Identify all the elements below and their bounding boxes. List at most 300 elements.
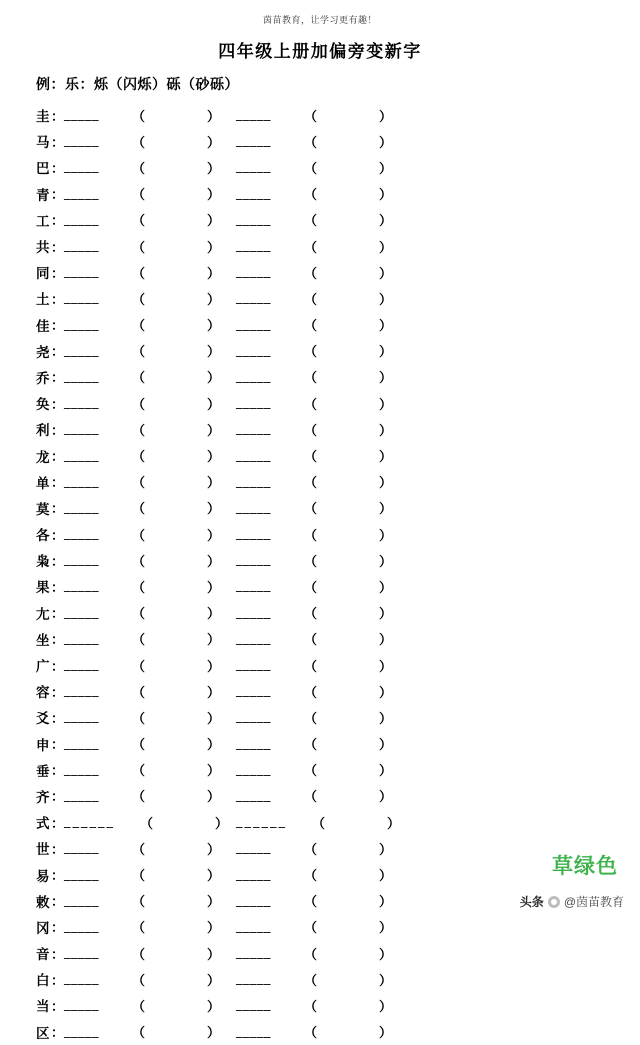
answer-blank-line[interactable]: _____ bbox=[236, 133, 271, 149]
answer-slot[interactable] bbox=[236, 760, 408, 779]
answer-blank-line[interactable]: ______ bbox=[64, 814, 115, 830]
paren-close: ） bbox=[207, 108, 221, 124]
row-character: 工 bbox=[36, 213, 50, 229]
worksheet-row bbox=[36, 731, 640, 757]
row-character: 敕 bbox=[36, 894, 50, 910]
answer-blank-line[interactable]: _____ bbox=[64, 447, 99, 463]
answer-blank-line[interactable]: _____ bbox=[64, 709, 99, 725]
answer-blank-line[interactable]: _____ bbox=[236, 473, 271, 489]
answer-blank-line[interactable]: _____ bbox=[64, 159, 99, 175]
answer-slot[interactable] bbox=[236, 917, 408, 936]
worksheet-row bbox=[36, 835, 640, 861]
worksheet-row bbox=[36, 469, 640, 495]
answer-blank-line[interactable]: _____ bbox=[64, 342, 99, 358]
answer-slot[interactable] bbox=[236, 158, 408, 177]
row-character: 垂 bbox=[36, 763, 50, 779]
row-colon: ： bbox=[51, 108, 65, 124]
answer-slot[interactable] bbox=[236, 341, 408, 360]
row-character: 同 bbox=[36, 266, 50, 282]
paren-close: ） bbox=[379, 737, 393, 753]
answer-slot[interactable] bbox=[64, 525, 236, 544]
answer-slot[interactable] bbox=[64, 158, 236, 177]
footer-platform: 头条 bbox=[519, 895, 544, 909]
answer-blank-line[interactable]: _____ bbox=[64, 918, 99, 934]
paren-close: ） bbox=[379, 475, 393, 491]
row-colon: ： bbox=[51, 396, 65, 412]
answer-blank-line[interactable]: _____ bbox=[236, 499, 271, 515]
answer-blank-line[interactable]: _____ bbox=[64, 761, 99, 777]
paren-close: ） bbox=[379, 606, 393, 622]
answer-blank-line[interactable]: _____ bbox=[64, 657, 99, 673]
worksheet-row bbox=[36, 966, 640, 992]
paren-close: ） bbox=[379, 710, 393, 726]
answer-slot[interactable] bbox=[236, 106, 408, 125]
answer-blank-line[interactable]: _____ bbox=[64, 133, 99, 149]
paren-open: （ bbox=[304, 134, 318, 150]
paren-close: ） bbox=[207, 501, 221, 517]
paren-close: ） bbox=[379, 684, 393, 700]
answer-slot[interactable] bbox=[64, 106, 236, 125]
paren-open: （ bbox=[304, 422, 318, 438]
paren-open: （ bbox=[304, 344, 318, 360]
answer-blank-line[interactable]: _____ bbox=[236, 421, 271, 437]
answer-slot[interactable] bbox=[236, 132, 408, 151]
answer-blank-line[interactable]: _____ bbox=[236, 630, 271, 646]
paren-open: （ bbox=[132, 239, 146, 255]
paren-open: （ bbox=[304, 187, 318, 203]
answer-slot[interactable] bbox=[64, 394, 236, 413]
row-character: 当 bbox=[36, 999, 50, 1015]
paren-open: （ bbox=[132, 501, 146, 517]
paren-close: ） bbox=[207, 946, 221, 962]
answer-blank-line[interactable]: _____ bbox=[236, 107, 271, 123]
row-character: 式 bbox=[36, 816, 50, 832]
worksheet-row bbox=[36, 809, 640, 835]
worksheet-row bbox=[36, 128, 640, 154]
answer-slot[interactable] bbox=[64, 917, 236, 936]
paren-close: ） bbox=[379, 449, 393, 465]
paren-open: （ bbox=[132, 213, 146, 229]
answer-blank-line[interactable]: _____ bbox=[236, 238, 271, 254]
paren-close: ） bbox=[379, 920, 393, 936]
answer-blank-line[interactable]: _____ bbox=[236, 945, 271, 961]
paren-close: ） bbox=[207, 291, 221, 307]
answer-slot[interactable] bbox=[236, 210, 408, 229]
row-colon: ： bbox=[51, 946, 65, 962]
row-character: 马 bbox=[36, 135, 50, 151]
row-colon: ： bbox=[51, 998, 65, 1014]
answer-slot[interactable] bbox=[236, 813, 408, 832]
paren-close: ） bbox=[207, 1025, 221, 1041]
paren-open: （ bbox=[132, 291, 146, 307]
row-character: 世 bbox=[36, 842, 50, 858]
answer-slot[interactable] bbox=[64, 446, 236, 465]
worksheet-row bbox=[36, 992, 640, 1018]
answer-slot[interactable] bbox=[236, 237, 408, 256]
paren-close: ） bbox=[207, 422, 221, 438]
answer-slot[interactable] bbox=[236, 472, 408, 491]
answer-blank-line[interactable]: _____ bbox=[64, 185, 99, 201]
answer-blank-line[interactable]: _____ bbox=[236, 159, 271, 175]
worksheet-row bbox=[36, 652, 640, 678]
row-colon: ： bbox=[51, 527, 65, 543]
answer-slot[interactable] bbox=[64, 1022, 236, 1041]
paren-open: （ bbox=[132, 763, 146, 779]
answer-blank-line[interactable]: _____ bbox=[64, 735, 99, 751]
answer-blank-line[interactable]: _____ bbox=[64, 787, 99, 803]
answer-blank-line[interactable]: _____ bbox=[64, 107, 99, 123]
paren-open: （ bbox=[304, 108, 318, 124]
answer-slot[interactable] bbox=[236, 263, 408, 282]
answer-slot[interactable] bbox=[64, 184, 236, 203]
worksheet-row bbox=[36, 1019, 640, 1045]
answer-slot[interactable] bbox=[64, 996, 236, 1015]
row-character: 枭 bbox=[36, 554, 50, 570]
row-character: 容 bbox=[36, 685, 50, 701]
paren-open: （ bbox=[304, 213, 318, 229]
paren-close: ） bbox=[379, 946, 393, 962]
answer-slot[interactable] bbox=[236, 734, 408, 753]
paren-close: ） bbox=[379, 422, 393, 438]
example-line: 例：乐：烁（闪烁）砾（砂砾） bbox=[36, 78, 239, 93]
worksheet-row bbox=[36, 547, 640, 573]
paren-open: （ bbox=[132, 370, 146, 386]
paren-open: （ bbox=[304, 658, 318, 674]
row-character: 圭 bbox=[36, 109, 50, 125]
paren-close: ） bbox=[207, 710, 221, 726]
paren-close: ） bbox=[207, 606, 221, 622]
answer-slot[interactable] bbox=[64, 944, 236, 963]
row-colon: ： bbox=[51, 658, 65, 674]
paren-close: ） bbox=[207, 449, 221, 465]
answer-blank-line[interactable]: _____ bbox=[64, 421, 99, 437]
answer-blank-line[interactable]: _____ bbox=[64, 892, 99, 908]
paren-close: ） bbox=[207, 134, 221, 150]
paren-open: （ bbox=[132, 998, 146, 1014]
row-colon: ： bbox=[51, 475, 65, 491]
paren-close: ） bbox=[379, 187, 393, 203]
answer-slot[interactable] bbox=[236, 498, 408, 517]
answer-blank-line[interactable]: _____ bbox=[236, 866, 271, 882]
row-colon: ： bbox=[51, 684, 65, 700]
paren-close: ） bbox=[207, 632, 221, 648]
answer-slot[interactable] bbox=[236, 682, 408, 701]
paren-close: ） bbox=[379, 160, 393, 176]
paren-open: （ bbox=[132, 868, 146, 884]
answer-slot[interactable] bbox=[236, 865, 408, 884]
answer-slot[interactable] bbox=[236, 525, 408, 544]
answer-blank-line[interactable]: _____ bbox=[64, 526, 99, 542]
answer-blank-line[interactable]: _____ bbox=[236, 787, 271, 803]
paren-close: ） bbox=[387, 815, 401, 831]
row-character: 莫 bbox=[36, 501, 50, 517]
paren-close: ） bbox=[215, 815, 229, 831]
answer-blank-line[interactable]: _____ bbox=[64, 499, 99, 515]
row-colon: ： bbox=[51, 579, 65, 595]
paren-close: ） bbox=[207, 972, 221, 988]
paren-open: （ bbox=[132, 108, 146, 124]
answer-blank-line[interactable]: _____ bbox=[236, 735, 271, 751]
answer-blank-line[interactable]: _____ bbox=[64, 473, 99, 489]
answer-blank-line[interactable]: _____ bbox=[236, 761, 271, 777]
answer-slot[interactable] bbox=[236, 629, 408, 648]
paren-open: （ bbox=[304, 841, 318, 857]
answer-slot[interactable] bbox=[64, 237, 236, 256]
answer-blank-line[interactable]: _____ bbox=[236, 578, 271, 594]
worksheet-row bbox=[36, 154, 640, 180]
watermark-text: 草绿色 bbox=[552, 855, 618, 878]
paren-open: （ bbox=[132, 265, 146, 281]
footer-account: @茵苗教育 bbox=[563, 895, 624, 909]
answer-slot[interactable] bbox=[236, 367, 408, 386]
answer-slot[interactable] bbox=[64, 656, 236, 675]
paren-open: （ bbox=[304, 239, 318, 255]
row-character: 奂 bbox=[36, 397, 50, 413]
answer-slot[interactable] bbox=[236, 891, 408, 910]
paren-open: （ bbox=[304, 527, 318, 543]
answer-blank-line[interactable]: _____ bbox=[236, 290, 271, 306]
row-colon: ： bbox=[51, 318, 65, 334]
answer-slot[interactable] bbox=[236, 656, 408, 675]
row-colon: ： bbox=[51, 160, 65, 176]
paren-close: ） bbox=[379, 1025, 393, 1041]
answer-blank-line[interactable]: _____ bbox=[64, 264, 99, 280]
answer-blank-line[interactable]: _____ bbox=[236, 840, 271, 856]
answer-blank-line[interactable]: _____ bbox=[64, 840, 99, 856]
row-colon: ： bbox=[51, 815, 65, 831]
answer-slot[interactable] bbox=[64, 839, 236, 858]
answer-slot[interactable] bbox=[64, 210, 236, 229]
paren-open: （ bbox=[304, 449, 318, 465]
answer-blank-line[interactable]: _____ bbox=[64, 945, 99, 961]
answer-blank-line[interactable]: _____ bbox=[236, 368, 271, 384]
paren-close: ） bbox=[379, 579, 393, 595]
answer-blank-line[interactable]: _____ bbox=[236, 683, 271, 699]
answer-blank-line[interactable]: _____ bbox=[64, 997, 99, 1013]
answer-slot[interactable] bbox=[64, 577, 236, 596]
answer-slot[interactable] bbox=[64, 263, 236, 282]
paren-close: ） bbox=[207, 894, 221, 910]
paren-close: ） bbox=[207, 396, 221, 412]
paren-close: ） bbox=[207, 187, 221, 203]
answer-slot[interactable] bbox=[64, 367, 236, 386]
paren-close: ） bbox=[207, 553, 221, 569]
answer-blank-line[interactable]: _____ bbox=[64, 1023, 99, 1039]
answer-blank-line[interactable]: _____ bbox=[236, 342, 271, 358]
answer-slot[interactable] bbox=[236, 315, 408, 334]
answer-slot[interactable] bbox=[236, 839, 408, 858]
answer-slot[interactable] bbox=[64, 132, 236, 151]
answer-slot[interactable] bbox=[236, 944, 408, 963]
answer-slot[interactable] bbox=[64, 551, 236, 570]
row-character: 坐 bbox=[36, 632, 50, 648]
answer-slot[interactable] bbox=[236, 289, 408, 308]
answer-slot[interactable] bbox=[64, 420, 236, 439]
answer-slot[interactable] bbox=[236, 420, 408, 439]
paren-close: ） bbox=[379, 632, 393, 648]
paren-close: ） bbox=[207, 239, 221, 255]
answer-slot[interactable] bbox=[64, 760, 236, 779]
answer-blank-line[interactable]: _____ bbox=[236, 918, 271, 934]
answer-slot[interactable] bbox=[64, 472, 236, 491]
answer-slot[interactable] bbox=[236, 551, 408, 570]
paren-open: （ bbox=[132, 396, 146, 412]
answer-slot[interactable] bbox=[64, 708, 236, 727]
row-colon: ： bbox=[51, 291, 65, 307]
answer-blank-line[interactable]: _____ bbox=[64, 316, 99, 332]
answer-slot[interactable] bbox=[64, 865, 236, 884]
answer-slot[interactable] bbox=[64, 891, 236, 910]
answer-blank-line[interactable]: _____ bbox=[64, 971, 99, 987]
answer-slot[interactable] bbox=[236, 708, 408, 727]
paren-close: ） bbox=[207, 789, 221, 805]
worksheet-row bbox=[36, 390, 640, 416]
worksheet-row bbox=[36, 704, 640, 730]
paren-open: （ bbox=[132, 1025, 146, 1041]
paren-close: ） bbox=[207, 737, 221, 753]
paren-close: ） bbox=[379, 134, 393, 150]
answer-blank-line[interactable]: _____ bbox=[236, 185, 271, 201]
answer-blank-line[interactable]: _____ bbox=[236, 971, 271, 987]
paren-close: ） bbox=[207, 684, 221, 700]
answer-blank-line[interactable]: _____ bbox=[64, 552, 99, 568]
paren-open: （ bbox=[304, 160, 318, 176]
answer-blank-line[interactable]: _____ bbox=[236, 657, 271, 673]
answer-slot[interactable] bbox=[64, 813, 236, 832]
paren-open: （ bbox=[132, 160, 146, 176]
row-character: 乔 bbox=[36, 370, 50, 386]
paren-close: ） bbox=[379, 972, 393, 988]
answer-blank-line[interactable]: _____ bbox=[64, 578, 99, 594]
answer-blank-line[interactable]: _____ bbox=[64, 290, 99, 306]
answer-blank-line[interactable]: _____ bbox=[64, 238, 99, 254]
row-colon: ： bbox=[51, 894, 65, 910]
worksheet-row bbox=[36, 285, 640, 311]
answer-blank-line[interactable]: _____ bbox=[64, 368, 99, 384]
row-character: 爻 bbox=[36, 711, 50, 727]
paren-open: （ bbox=[132, 710, 146, 726]
row-colon: ： bbox=[51, 763, 65, 779]
row-character: 尧 bbox=[36, 344, 50, 360]
answer-blank-line[interactable]: _____ bbox=[236, 1023, 271, 1039]
paren-close: ） bbox=[207, 579, 221, 595]
answer-slot[interactable] bbox=[236, 603, 408, 622]
answer-slot[interactable] bbox=[236, 184, 408, 203]
answer-slot[interactable] bbox=[64, 603, 236, 622]
answer-slot[interactable] bbox=[64, 629, 236, 648]
answer-blank-line[interactable]: _____ bbox=[64, 604, 99, 620]
answer-slot[interactable] bbox=[236, 394, 408, 413]
paren-close: ） bbox=[379, 553, 393, 569]
paren-close: ） bbox=[207, 265, 221, 281]
worksheet-row bbox=[36, 259, 640, 285]
paren-open: （ bbox=[304, 920, 318, 936]
paren-close: ） bbox=[379, 789, 393, 805]
answer-blank-line[interactable]: _____ bbox=[236, 447, 271, 463]
answer-blank-line[interactable]: _____ bbox=[64, 683, 99, 699]
answer-slot[interactable] bbox=[236, 786, 408, 805]
paren-open: （ bbox=[304, 606, 318, 622]
answer-slot[interactable] bbox=[236, 577, 408, 596]
worksheet-row bbox=[36, 181, 640, 207]
answer-blank-line[interactable]: _____ bbox=[236, 552, 271, 568]
row-colon: ： bbox=[51, 632, 65, 648]
paren-open: （ bbox=[132, 684, 146, 700]
worksheet-row bbox=[36, 783, 640, 809]
paren-close: ） bbox=[207, 920, 221, 936]
paren-close: ） bbox=[207, 318, 221, 334]
paren-close: ） bbox=[379, 370, 393, 386]
worksheet-row bbox=[36, 521, 640, 547]
paren-open: （ bbox=[312, 815, 326, 831]
answer-slot[interactable] bbox=[64, 498, 236, 517]
answer-blank-line[interactable]: _____ bbox=[64, 630, 99, 646]
paren-open: （ bbox=[132, 920, 146, 936]
worksheet-page bbox=[0, 13, 640, 1041]
answer-blank-line[interactable]: _____ bbox=[64, 866, 99, 882]
paren-close: ） bbox=[379, 841, 393, 857]
answer-slot[interactable] bbox=[236, 446, 408, 465]
paren-open: （ bbox=[132, 972, 146, 988]
worksheet-row bbox=[36, 757, 640, 783]
answer-blank-line[interactable]: _____ bbox=[236, 604, 271, 620]
answer-slot[interactable] bbox=[236, 1022, 408, 1041]
row-character: 青 bbox=[36, 187, 50, 203]
worksheet-row bbox=[36, 338, 640, 364]
answer-blank-line[interactable]: _____ bbox=[236, 997, 271, 1013]
paren-open: （ bbox=[132, 946, 146, 962]
paren-open: （ bbox=[304, 396, 318, 412]
answer-blank-line[interactable]: _____ bbox=[64, 211, 99, 227]
row-character: 冈 bbox=[36, 920, 50, 936]
answer-blank-line[interactable]: _____ bbox=[236, 892, 271, 908]
answer-slot[interactable] bbox=[64, 315, 236, 334]
answer-slot[interactable] bbox=[64, 682, 236, 701]
paren-close: ） bbox=[379, 344, 393, 360]
row-colon: ： bbox=[51, 187, 65, 203]
answer-slot[interactable] bbox=[64, 289, 236, 308]
answer-slot[interactable] bbox=[64, 970, 236, 989]
paren-close: ） bbox=[207, 998, 221, 1014]
answer-blank-line[interactable]: _____ bbox=[236, 709, 271, 725]
answer-blank-line[interactable]: ______ bbox=[236, 814, 287, 830]
answer-blank-line[interactable]: _____ bbox=[236, 264, 271, 280]
answer-blank-line[interactable]: _____ bbox=[64, 395, 99, 411]
answer-blank-line[interactable]: _____ bbox=[236, 395, 271, 411]
row-colon: ： bbox=[51, 449, 65, 465]
answer-slot[interactable] bbox=[236, 970, 408, 989]
paren-open: （ bbox=[304, 684, 318, 700]
paren-open: （ bbox=[132, 134, 146, 150]
paren-close: ） bbox=[379, 396, 393, 412]
row-colon: ： bbox=[51, 134, 65, 150]
row-colon: ： bbox=[51, 841, 65, 857]
row-colon: ： bbox=[51, 422, 65, 438]
paren-open: （ bbox=[132, 527, 146, 543]
answer-blank-line[interactable]: _____ bbox=[236, 211, 271, 227]
answer-blank-line[interactable]: _____ bbox=[236, 526, 271, 542]
paren-open: （ bbox=[304, 632, 318, 648]
answer-slot[interactable] bbox=[64, 734, 236, 753]
answer-slot[interactable] bbox=[64, 786, 236, 805]
answer-blank-line[interactable]: _____ bbox=[236, 316, 271, 332]
answer-slot[interactable] bbox=[64, 341, 236, 360]
paren-open: （ bbox=[132, 632, 146, 648]
paren-close: ） bbox=[379, 239, 393, 255]
answer-slot[interactable] bbox=[236, 996, 408, 1015]
worksheet-row bbox=[36, 626, 640, 652]
paren-close: ） bbox=[207, 160, 221, 176]
